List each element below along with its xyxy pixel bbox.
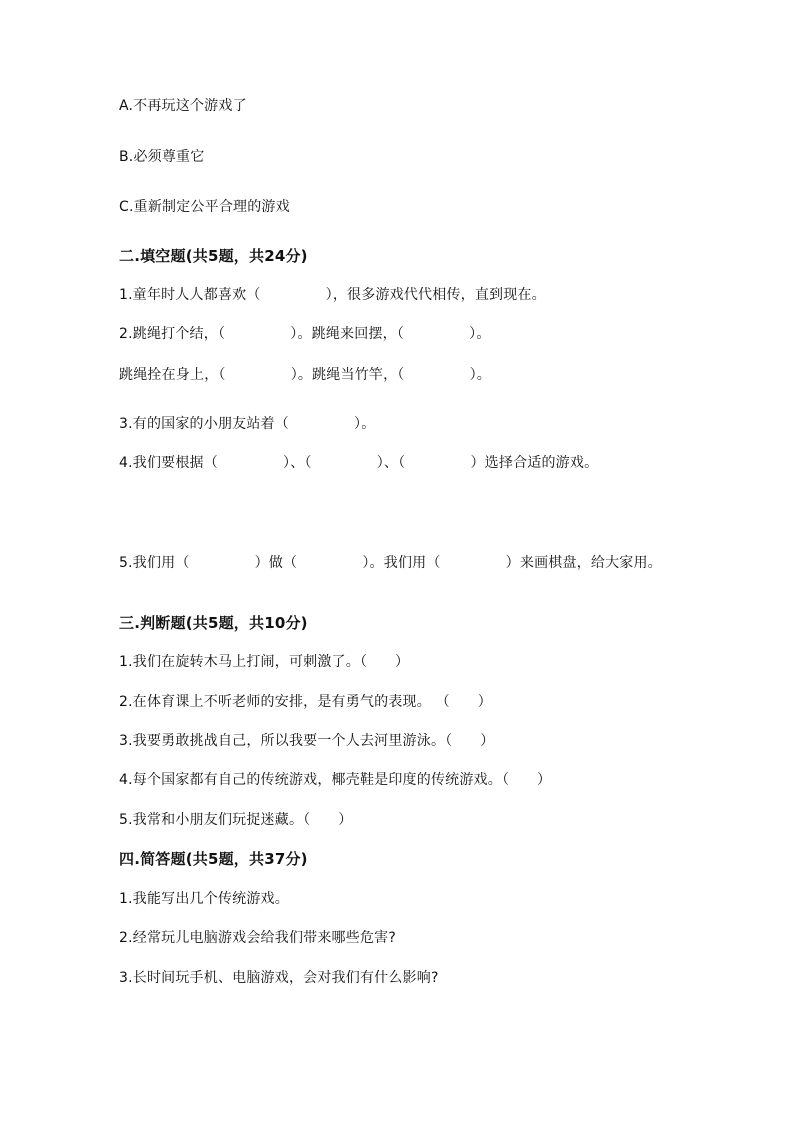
choice-b: B.必须尊重它 [119,149,205,165]
fill-question-1: 1.童年时人人都喜欢（ ），很多游戏代代相传，直到现在。 [119,287,546,303]
choice-a: A.不再玩这个游戏了 [119,98,247,114]
section-4-heading: 四.简答题(共5题，共37分) [119,850,308,868]
judge-question-5: 5.我常和小朋友们玩捉迷藏。（ ） [119,812,353,828]
fill-question-2-line-1: 2.跳绳打个结，（ ）。跳绳来回摆，（ ）。 [119,326,491,342]
judge-question-4: 4.每个国家都有自己的传统游戏，椰壳鞋是印度的传统游戏。（ ） [119,772,552,788]
choice-c: C.重新制定公平合理的游戏 [119,199,290,215]
judge-question-3: 3.我要勇敢挑战自己，所以我要一个人去河里游泳。（ ） [119,733,495,749]
fill-question-2-line-2: 跳绳拴在身上，（ ）。跳绳当竹竿，（ ）。 [119,367,492,383]
short-answer-question-3: 3.长时间玩手机、电脑游戏，会对我们有什么影响? [119,970,439,986]
section-2-heading: 二.填空题(共5题，共24分) [119,247,308,265]
fill-question-4: 4.我们要根据（ ）、（ ）、（ ）选择合适的游戏。 [119,455,599,471]
judge-question-1: 1.我们在旋转木马上打闹，可刺激了。（ ） [119,654,410,670]
section-3-heading: 三.判断题(共5题，共10分) [119,614,308,632]
judge-question-2: 2.在体育课上不听老师的安排，是有勇气的表现。 （ ） [119,694,492,710]
fill-question-5: 5.我们用（ ）做（ ）。我们用（ ）来画棋盘，给大家用。 [119,555,662,571]
short-answer-question-2: 2.经常玩儿电脑游戏会给我们带来哪些危害? [119,930,396,946]
fill-question-3: 3.有的国家的小朋友站着（ ）。 [119,416,376,432]
short-answer-question-1: 1.我能写出几个传统游戏。 [119,891,289,907]
